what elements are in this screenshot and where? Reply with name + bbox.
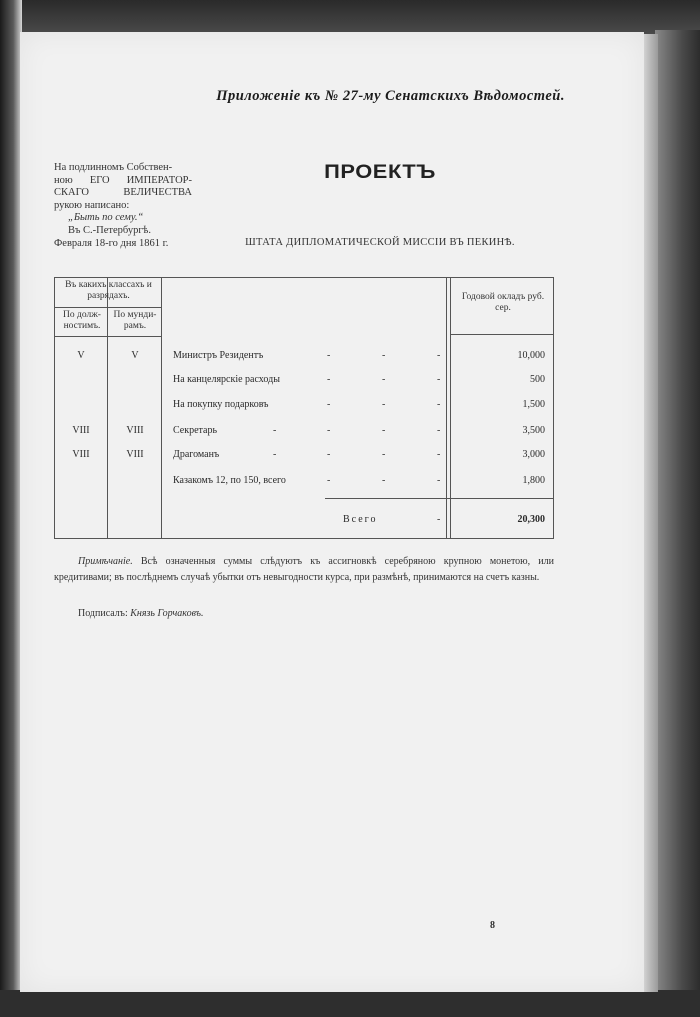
- row-position: VIII: [72, 425, 90, 436]
- approval-line-1: На подлинномъ Собствен-: [54, 162, 173, 173]
- document-subtitle: ШТАТА ДИПЛОМАТИЧЕСКОЙ МИССІИ ВЪ ПЕКИНѢ.: [245, 237, 515, 248]
- row-dash: -: [327, 449, 331, 460]
- row-label: Секретарь: [173, 425, 218, 436]
- footnote-label: Примѣчаніе.: [78, 556, 133, 567]
- approval-word: СКАГО: [54, 187, 89, 199]
- signer-name: Князь Горчаковъ.: [130, 608, 204, 619]
- row-dash: -: [437, 425, 441, 436]
- scan-border-right: [655, 30, 700, 1017]
- approval-line-2: [54, 175, 192, 188]
- row-label: На канцелярскіе расходы: [173, 374, 280, 385]
- table-rule: [450, 334, 553, 335]
- row-dash: -: [273, 449, 277, 460]
- row-amount: 10,000: [517, 350, 545, 361]
- row-uniform: V: [131, 350, 139, 361]
- approval-line-4: рукою написано:: [54, 199, 130, 211]
- approval-word: ною: [54, 174, 73, 186]
- row-amount: 3,000: [522, 449, 545, 460]
- approval-line-5: „Быть по сему.“: [68, 212, 144, 224]
- approval-line-3: [54, 187, 192, 200]
- row-dash: -: [327, 374, 331, 385]
- row-dash: -: [382, 425, 386, 436]
- total-dash: -: [437, 514, 441, 525]
- row-uniform: VIII: [126, 449, 144, 460]
- row-dash: -: [327, 350, 331, 361]
- row-dash: -: [382, 475, 386, 486]
- row-dash: -: [382, 350, 386, 361]
- table-total-rule: [325, 498, 553, 499]
- approval-line-6: Въ С.-Петербургѣ.: [68, 224, 152, 236]
- table-divider: [161, 278, 162, 538]
- row-uniform: VIII: [126, 425, 144, 436]
- row-amount: 1,500: [522, 399, 545, 410]
- row-position: VIII: [72, 449, 90, 460]
- approval-word: ВЕЛИЧЕСТВА: [123, 187, 192, 199]
- page-number: 8: [490, 920, 495, 931]
- total-label: Всего: [343, 514, 378, 525]
- approval-line-7: Февраля 18-го дня 1861 г.: [54, 237, 169, 249]
- header-classes: Въ какихъ классахъ и разрядахъ.: [65, 280, 152, 301]
- table-rule: [55, 336, 161, 337]
- staff-table: [54, 277, 554, 539]
- signed-label: Подписалъ:: [78, 608, 128, 619]
- row-dash: -: [327, 475, 331, 486]
- row-dash: -: [327, 425, 331, 436]
- row-amount: 500: [530, 374, 545, 385]
- signature-line: [78, 608, 203, 619]
- row-amount: 3,500: [522, 425, 545, 436]
- row-dash: -: [382, 374, 386, 385]
- table-divider: [446, 278, 447, 538]
- header-uniform: По мунди-рамъ.: [113, 310, 157, 331]
- row-label: Казакомъ 12, по 150, всего: [173, 475, 286, 486]
- scan-border-left: [0, 0, 22, 1017]
- scan-border-bottom: [0, 990, 700, 1017]
- row-dash: -: [273, 425, 277, 436]
- row-dash: -: [382, 449, 386, 460]
- row-dash: -: [382, 399, 386, 410]
- table-divider: [107, 278, 108, 538]
- approval-word: ЕГО: [89, 174, 110, 186]
- row-dash: -: [437, 399, 441, 410]
- row-label: Драгоманъ: [173, 449, 220, 460]
- scan-border-top: [0, 0, 700, 34]
- row-dash: -: [437, 449, 441, 460]
- footnote: [54, 554, 554, 586]
- total-amount: 20,300: [517, 514, 545, 525]
- table-divider: [450, 278, 451, 538]
- document-title: ПРОЕКТЪ: [324, 162, 436, 183]
- row-dash: -: [437, 350, 441, 361]
- row-amount: 1,800: [522, 475, 545, 486]
- header-salary: Годовой окладъ руб. сер.: [461, 292, 545, 313]
- imperial-approval-note: [54, 162, 192, 250]
- approval-word: ИМПЕРАТОР-: [126, 174, 192, 186]
- document-page: [20, 32, 644, 992]
- row-dash: -: [437, 475, 441, 486]
- table-rule: [55, 307, 161, 308]
- header-position: По долж-ностимъ.: [63, 310, 101, 331]
- row-dash: -: [327, 399, 331, 410]
- page-header: Приложеніе къ № 27-му Сенатскихъ Вѣдомостей.: [216, 88, 565, 104]
- row-dash: -: [437, 374, 441, 385]
- row-position: V: [77, 350, 85, 361]
- row-label: Министръ Резидентъ: [173, 350, 264, 361]
- footnote-text: Всѣ означенныя суммы слѣдуютъ къ ассигновкѣ серебряною крупною монетою, или кредитивами; въ послѣднемъ случаѣ убытки отъ невыгодности курса, при размѣнѣ, принимаются на счетъ казны.: [54, 556, 554, 583]
- row-label: На покупку подарковъ: [173, 399, 269, 410]
